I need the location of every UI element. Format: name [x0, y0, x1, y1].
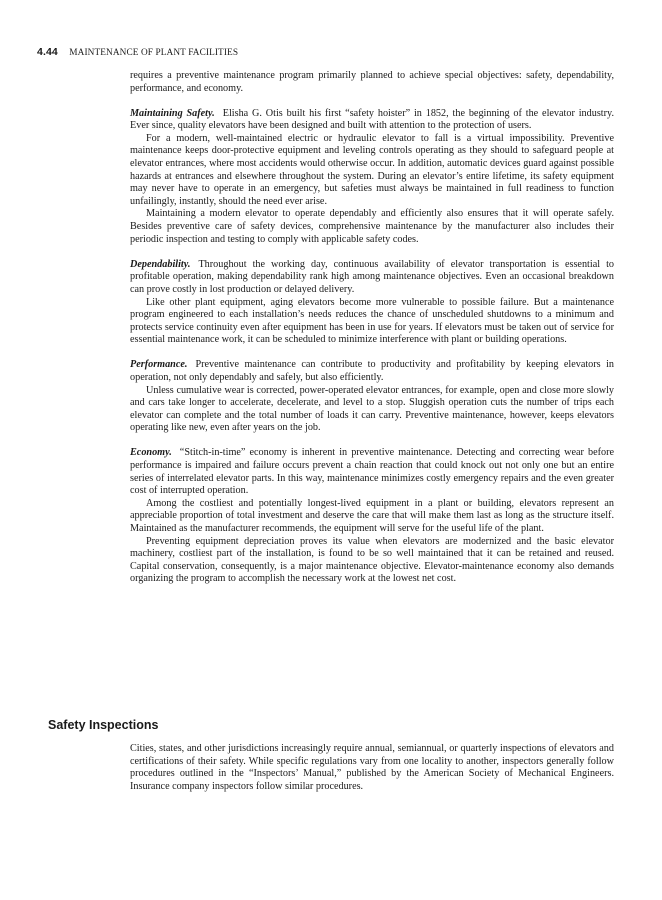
performance-run-in-heading: Performance. — [130, 359, 188, 371]
inspections-paragraph-1: Cities, states, and other jurisdictions increasingly require annual, semiannual, or quarterly inspections of elevators and certifications of their safety. While specific regulations vary from one locality to another, inspectors generally follow procedures outlined in the “Inspectors’ Manual,” published by the American Society of Mechanical Engineers. Insurance company inspectors follow similar procedures. — [130, 743, 614, 792]
dependability-run-in-heading: Dependability. — [130, 258, 191, 270]
economy-paragraph-2: Among the costliest and potentially longest-lived equipment in a plant or building, elevators represent an appreciable proportion of total investment and deserve the care that will make them last as long as the structure itself. Maintained as the manufacturer recommends, the equipment will serve for the useful life of the plant. — [130, 497, 614, 534]
safety-paragraph-1-text: Elisha G. Otis built his first “safety hoister” in 1852, the beginning of the elevator industry. Ever since, quality elevators have been designed and built with attention to the protection of users. — [130, 107, 614, 132]
dependability-paragraph-1 — [130, 259, 614, 297]
performance-paragraph-1-text: Preventive maintenance can contribute to productivity and profitability by keeping elevators in operation, not only dependably and safely, but also efficiently. — [130, 359, 614, 383]
safety-run-in-heading: Maintaining Safety. — [130, 107, 215, 119]
performance-paragraph-2: Unless cumulative wear is corrected, power-operated elevator entrances, for example, open and close more slowly and cars take longer to accelerate, decelerate, and level to a stop. Sluggish operation cuts the number of trips each elevator can complete and the total number of loads it can carry. Preventive maintenance, however, keeps elevators operating like new, even after years on the job. — [130, 384, 614, 434]
dependability-paragraph-2: Like other plant equipment, aging elevators become more vulnerable to possible failure. But a maintenance program engineered to each installation’s needs reduces the chance of unscheduled shutdowns to a minimum and protects service continuity even after equipment has been in use for years. If elevators must be taken out of service for essential maintenance work, it can be scheduled to minimize interference with plant or building operations. — [130, 296, 614, 346]
safety-inspections-text — [130, 743, 614, 793]
main-text-column — [130, 70, 614, 586]
safety-paragraph-1 — [130, 108, 614, 133]
running-title: MAINTENANCE OF PLANT FACILITIES — [69, 48, 239, 58]
economy-run-in-heading: Economy. — [130, 447, 172, 459]
page-header — [37, 46, 238, 58]
performance-paragraph-1 — [130, 359, 614, 384]
economy-paragraph-3: Preventing equipment depreciation proves its value when elevators are modernized and the basic elevator machinery, costliest part of the installation, is found to be so well maintained that it can be retained and reused. Capital conservation, consequently, is a major maintenance objective. Elevator-maintenance economy also demands organizing the program to accomplish the necessary work at the lowest net cost. — [130, 535, 614, 585]
economy-paragraph-1 — [130, 447, 614, 497]
safety-paragraph-2: For a modern, well-maintained electric or hydraulic elevator to fall is a virtual impossibility. Preventive maintenance keeps door-protective equipment and leveling controls operating as they should to safeguard people at elevator entrances, where most accidents would otherwise occur. In addition, automatic devices guard against possible hazards at entrances and elsewhere throughout the system. During an elevator’s entire lifetime, its safety equipment may never have to operate in an emergency, but safeties must always be maintained in full readiness to function unfailingly, instantly, should the need ever arise. — [130, 132, 614, 207]
page-number: 4.44 — [37, 46, 58, 58]
dependability-paragraph-1-text: Throughout the working day, continuous availability of elevator transportation is essential to profitable operation, making dependability rank high among maintenance objectives. Even an occasional breakdown can prove costly in lost production or delayed delivery. — [130, 258, 614, 295]
intro-paragraph: requires a preventive maintenance program primarily planned to achieve special objectives: safety, dependability, performance, and economy. — [130, 70, 614, 94]
section-heading-safety-inspections: Safety Inspections — [48, 718, 159, 732]
safety-paragraph-3: Maintaining a modern elevator to operate dependably and efficiently also ensures that it will operate safely. Besides preventive care of safety devices, comprehensive maintenance by the manufacturer also includes their periodic inspection and testing to comply with applicable safety codes. — [130, 208, 614, 245]
economy-paragraph-1-text: “Stitch-in-time” economy is inherent in preventive maintenance. Detecting and correcting wear before performance is impaired and failure occurs prevent a chain reaction that could knock out not only one but an entire series of interrelated elevator parts. In this way, maintenance minimizes costly emergency repairs and the even greater cost of interrupted operation. — [130, 447, 614, 497]
